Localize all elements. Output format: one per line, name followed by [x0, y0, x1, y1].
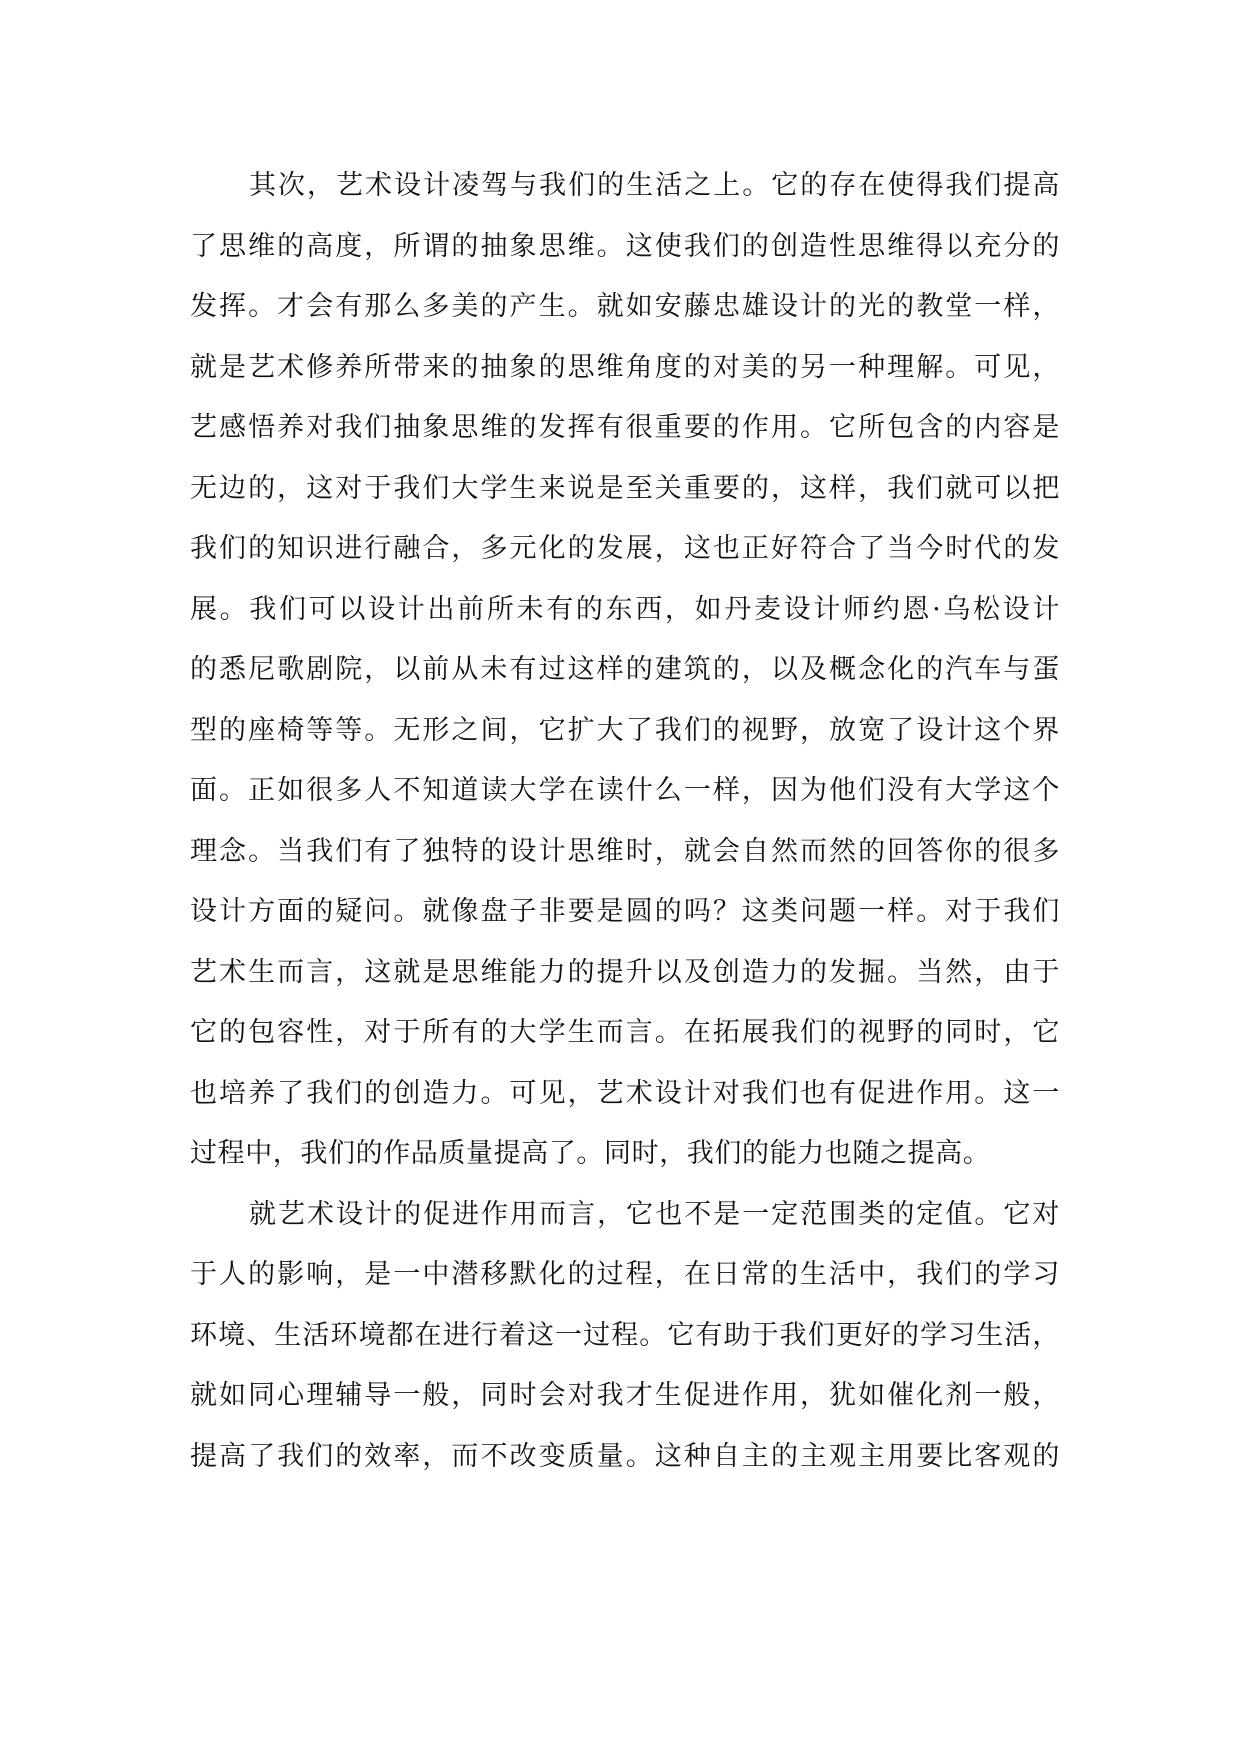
text-line: 它的包容性，对于所有的大学生而言。在拓展我们的视野的同时，它 — [190, 1017, 1060, 1048]
text-line: 面。正如很多人不知道读大学在读什么一样，因为他们没有大学这个 — [190, 775, 1060, 806]
text-line: 提高了我们的效率，而不改变质量。这种自主的主观主用要比客观的 — [190, 1440, 1060, 1472]
paragraph — [190, 1185, 1060, 1488]
text-line: 发挥。才会有那么多美的产生。就如安藤忠雄设计的光的教堂一样， — [190, 291, 1060, 322]
text-line: 也培养了我们的创造力。可见，艺术设计对我们也有促进作用。这一 — [190, 1077, 1060, 1109]
text-line: 我们的知识进行融合，多元化的发展，这也正好符合了当今时代的发 — [190, 533, 1060, 564]
text-line: 于人的影响，是一中潜移默化的过程，在日常的生活中，我们的学习 — [190, 1259, 1060, 1290]
text-line: 了思维的高度，所谓的抽象思维。这使我们的创造性思维得以充分的 — [190, 230, 1060, 262]
text-line: 就艺术设计的促进作用而言，它也不是一定范围类的定值。它对 — [249, 1198, 1060, 1230]
text-line: 型的座椅等等。无形之间，它扩大了我们的视野，放宽了设计这个界 — [190, 714, 1060, 746]
paragraph — [190, 156, 1060, 1185]
text-line: 理念。当我们有了独特的设计思维时，就会自然而然的回答你的很多 — [190, 835, 1060, 867]
text-line: 就是艺术修养所带来的抽象的思维角度的对美的另一种理解。可见， — [190, 351, 1060, 383]
text-line: 设计方面的疑问。就像盘子非要是圆的吗？这类问题一样。对于我们 — [190, 896, 1060, 927]
text-line: 环境、生活环境都在进行着这一过程。它有助于我们更好的学习生活， — [190, 1319, 1060, 1351]
text-line: 其次，艺术设计凌驾与我们的生活之上。它的存在使得我们提高 — [249, 170, 1060, 201]
text-line: 无边的，这对于我们大学生来说是至关重要的，这样，我们就可以把 — [190, 472, 1060, 504]
text-line: 过程中，我们的作品质量提高了。同时，我们的能力也随之提高。 — [190, 1138, 991, 1169]
document-body — [190, 156, 1060, 1487]
text-line: 的悉尼歌剧院，以前从未有过这样的建筑的，以及概念化的汽车与蛋 — [190, 654, 1060, 685]
text-line: 就如同心理辅导一般，同时会对我才生促进作用，犹如催化剂一般， — [190, 1380, 1060, 1411]
text-line: 展。我们可以设计出前所未有的东西，如丹麦设计师约恩·乌松设计 — [190, 593, 1060, 625]
text-line: 艺术生而言，这就是思维能力的提升以及创造力的发掘。当然，由于 — [190, 956, 1060, 988]
text-line: 艺感悟养对我们抽象思维的发挥有很重要的作用。它所包含的内容是 — [190, 412, 1060, 443]
